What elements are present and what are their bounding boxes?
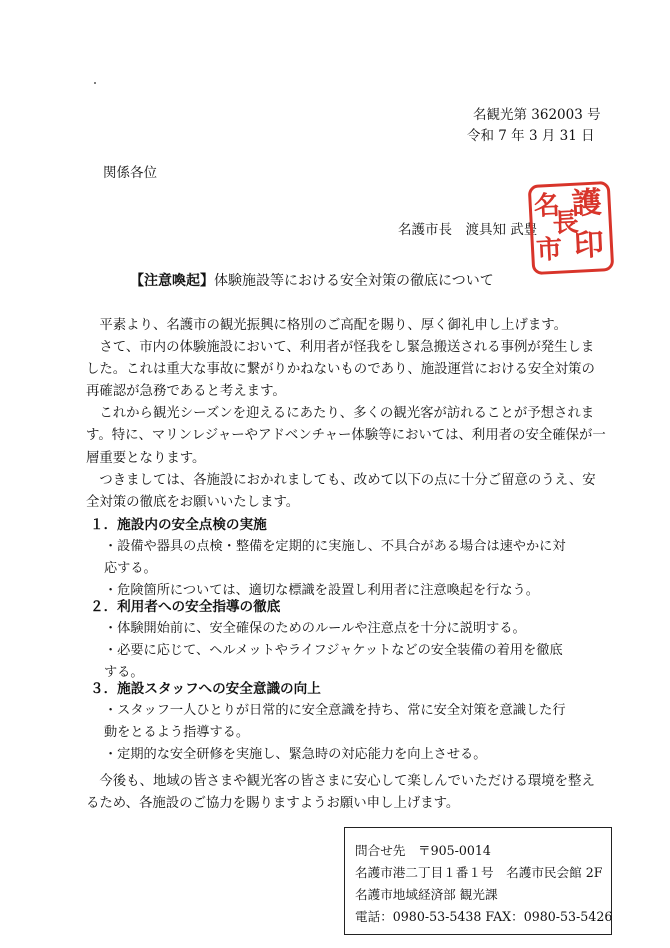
section-heading: ２．利用者への安全指導の徹底 — [90, 599, 281, 615]
contact-box — [344, 827, 612, 935]
seal-char: 名 — [533, 190, 561, 222]
closing-text — [86, 771, 606, 815]
document-title — [130, 270, 494, 290]
title-text: 体験施設等における安全対策の徹底について — [214, 273, 494, 289]
body-paragraph: さて、市内の体験施設において、利用者が怪我をし緊急搬送される事例が発生しました。これは重大な事故に繋がりかねないものであり、施設運営における安全対策の再確認が急務であると考えます。 — [86, 340, 595, 400]
section-item: ・必要に応じて、ヘルメットやライフジャケットなどの安全装備の着用を徹底する。 — [104, 643, 563, 680]
addressee: 関係各位 — [103, 165, 157, 181]
official-seal — [528, 181, 615, 275]
section-1 — [90, 514, 570, 602]
section-heading: ３．施設スタッフへの安全意識の向上 — [90, 681, 321, 697]
title-tag: 【注意喚起】 — [130, 273, 214, 289]
scan-speck — [94, 82, 96, 84]
body-text — [86, 315, 606, 514]
body-paragraph: これから観光シーズンを迎えるにあたり、多くの観光客が訪れることが予想されます。特に、マリンレジャーやアドベンチャー体験等においては、利用者の安全確保が一層重要となります。 — [86, 406, 606, 466]
section-item: ・スタッフ一人ひとりが日常的に安全意識を持ち、常に安全対策を意識した行動をとるよう指導する。 — [104, 703, 566, 740]
contact-line: 問合せ先 〒905-0014 — [355, 843, 491, 858]
sender-name: 名護市長 渡具知 武豊 — [398, 222, 538, 238]
body-paragraph: 平素より、名護市の観光振興に格別のご高配を賜り、厚く御礼申し上げます。 — [99, 318, 567, 333]
section-item: ・体験開始前に、安全確保のためのルールや注意点を十分に説明する。 — [104, 621, 526, 636]
section-2 — [90, 596, 570, 684]
contact-phone: 電話：0980-53-5438 FAX：0980-53-5426 — [355, 909, 613, 924]
body-paragraph: つきましては、各施設におかれましても、改めて以下の点に十分ご留意のうえ、安全対策の徹底をお願いいたします。 — [86, 472, 596, 510]
closing-paragraph: 今後も、地域の皆さまや観光客の皆さまに安心して楽しんでいただける環境を整えるため、各施設のご協力を賜りますようお願い申し上げます。 — [86, 774, 595, 811]
seal-char: 長 — [551, 207, 580, 239]
section-item: ・定期的な安全研修を実施し、緊急時の対応能力を向上させる。 — [104, 747, 487, 762]
section-item: ・設備や器具の点検・整備を定期的に実施し、不具合がある場合は速やかに対応する。 — [104, 539, 566, 576]
section-3 — [90, 678, 570, 766]
section-item: ・危険箇所については、適切な標識を設置し利用者に注意喚起を行なう。 — [104, 583, 539, 598]
document-number: 名観光第 362003 号 — [473, 107, 601, 123]
seal-char: 印 — [573, 227, 605, 264]
seal-char: 市 — [535, 234, 563, 266]
contact-department: 名護市地域経済部 観光課 — [355, 887, 498, 902]
contact-address: 名護市港二丁目１番１号 名護市民会館 2F — [355, 865, 603, 880]
seal-char: 護 — [570, 185, 603, 222]
section-heading: １．施設内の安全点検の実施 — [90, 517, 267, 533]
document-date: 令和 7 年 3 月 31 日 — [467, 128, 595, 144]
